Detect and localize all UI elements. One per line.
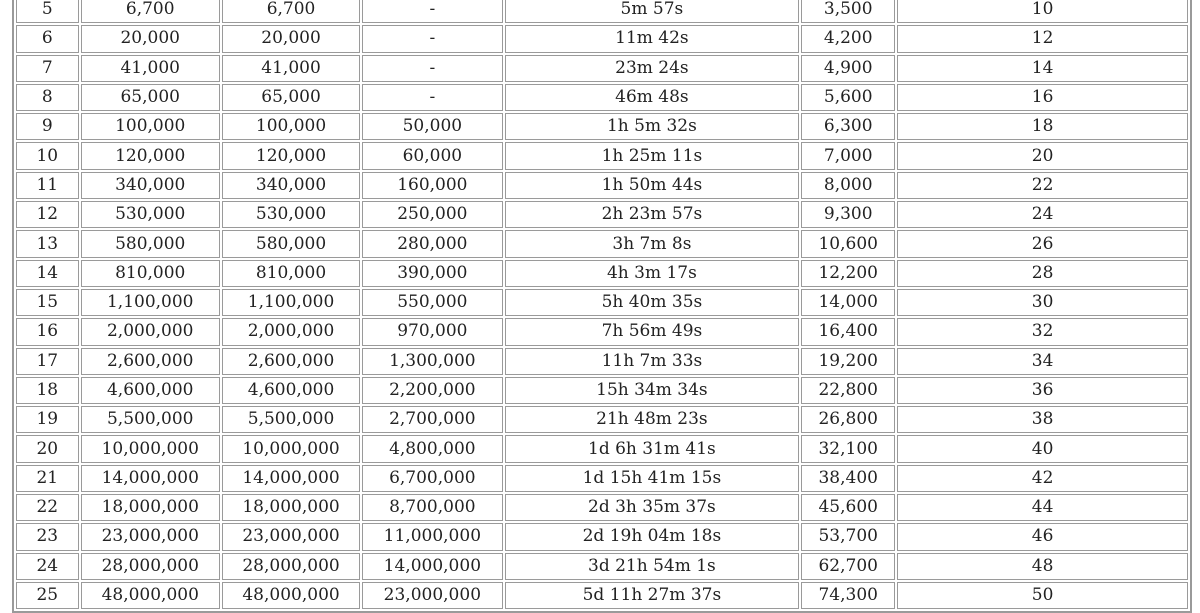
cost-a-cell: 580,000	[81, 230, 220, 257]
number-cell: 18	[897, 113, 1188, 140]
table-row	[16, 553, 1188, 580]
number-cell: 34	[897, 348, 1188, 375]
cost-b-cell: 18,000,000	[222, 494, 360, 521]
cost-a-cell: 4,600,000	[81, 377, 220, 404]
cost-b-cell: 28,000,000	[222, 553, 360, 580]
level-cell: 24	[16, 553, 79, 580]
level-cell: 25	[16, 582, 79, 609]
cost-a-cell: 28,000,000	[81, 553, 220, 580]
cost-c-cell: -	[362, 25, 502, 52]
cost-a-cell: 1,100,000	[81, 289, 220, 316]
cost-a-cell: 6,700	[81, 0, 220, 23]
cost-b-cell: 41,000	[222, 55, 360, 82]
level-cell: 21	[16, 465, 79, 492]
number-cell: 20	[897, 142, 1188, 169]
time-cell: 1h 50m 44s	[505, 172, 800, 199]
cost-a-cell: 120,000	[81, 142, 220, 169]
cost-c-cell: 2,700,000	[362, 406, 502, 433]
level-cell: 14	[16, 260, 79, 287]
time-cell: 1h 5m 32s	[505, 113, 800, 140]
cost-c-cell: 250,000	[362, 201, 502, 228]
table-row	[16, 435, 1188, 462]
cost-c-cell: 60,000	[362, 142, 502, 169]
cost-a-cell: 65,000	[81, 84, 220, 111]
cost-c-cell: -	[362, 0, 502, 23]
value-cell: 4,200	[801, 25, 895, 52]
cost-b-cell: 14,000,000	[222, 465, 360, 492]
cost-b-cell: 530,000	[222, 201, 360, 228]
cost-b-cell: 340,000	[222, 172, 360, 199]
table-row	[16, 289, 1188, 316]
cost-b-cell: 10,000,000	[222, 435, 360, 462]
table-body	[16, 0, 1188, 609]
number-cell: 30	[897, 289, 1188, 316]
cost-c-cell: -	[362, 84, 502, 111]
time-cell: 1h 25m 11s	[505, 142, 800, 169]
table-row	[16, 0, 1188, 23]
upgrade-table	[12, 0, 1192, 613]
number-cell: 36	[897, 377, 1188, 404]
level-cell: 15	[16, 289, 79, 316]
value-cell: 5,600	[801, 84, 895, 111]
cost-a-cell: 18,000,000	[81, 494, 220, 521]
number-cell: 48	[897, 553, 1188, 580]
level-cell: 22	[16, 494, 79, 521]
table-row	[16, 172, 1188, 199]
number-cell: 42	[897, 465, 1188, 492]
cost-a-cell: 2,000,000	[81, 318, 220, 345]
number-cell: 28	[897, 260, 1188, 287]
value-cell: 8,000	[801, 172, 895, 199]
time-cell: 11h 7m 33s	[505, 348, 800, 375]
time-cell: 2d 19h 04m 18s	[505, 523, 800, 550]
cost-c-cell: 4,800,000	[362, 435, 502, 462]
table-row	[16, 84, 1188, 111]
value-cell: 7,000	[801, 142, 895, 169]
cost-c-cell: 390,000	[362, 260, 502, 287]
time-cell: 2h 23m 57s	[505, 201, 800, 228]
cost-b-cell: 65,000	[222, 84, 360, 111]
cost-b-cell: 2,000,000	[222, 318, 360, 345]
number-cell: 38	[897, 406, 1188, 433]
cost-c-cell: 14,000,000	[362, 553, 502, 580]
level-cell: 11	[16, 172, 79, 199]
value-cell: 32,100	[801, 435, 895, 462]
table-row	[16, 142, 1188, 169]
time-cell: 1d 6h 31m 41s	[505, 435, 800, 462]
cost-a-cell: 23,000,000	[81, 523, 220, 550]
table-row	[16, 55, 1188, 82]
cost-b-cell: 2,600,000	[222, 348, 360, 375]
cost-a-cell: 14,000,000	[81, 465, 220, 492]
cost-c-cell: 970,000	[362, 318, 502, 345]
cost-c-cell: 23,000,000	[362, 582, 502, 609]
cost-b-cell: 4,600,000	[222, 377, 360, 404]
time-cell: 3d 21h 54m 1s	[505, 553, 800, 580]
number-cell: 46	[897, 523, 1188, 550]
upgrade-table-container	[12, 0, 1192, 613]
value-cell: 4,900	[801, 55, 895, 82]
value-cell: 53,700	[801, 523, 895, 550]
number-cell: 24	[897, 201, 1188, 228]
cost-c-cell: 50,000	[362, 113, 502, 140]
level-cell: 7	[16, 55, 79, 82]
number-cell: 10	[897, 0, 1188, 23]
time-cell: 5m 57s	[505, 0, 800, 23]
cost-b-cell: 23,000,000	[222, 523, 360, 550]
value-cell: 14,000	[801, 289, 895, 316]
cost-c-cell: 160,000	[362, 172, 502, 199]
time-cell: 1d 15h 41m 15s	[505, 465, 800, 492]
table-row	[16, 523, 1188, 550]
time-cell: 5h 40m 35s	[505, 289, 800, 316]
level-cell: 5	[16, 0, 79, 23]
value-cell: 19,200	[801, 348, 895, 375]
cost-b-cell: 810,000	[222, 260, 360, 287]
table-row	[16, 494, 1188, 521]
value-cell: 45,600	[801, 494, 895, 521]
number-cell: 44	[897, 494, 1188, 521]
value-cell: 6,300	[801, 113, 895, 140]
number-cell: 40	[897, 435, 1188, 462]
table-row	[16, 377, 1188, 404]
level-cell: 18	[16, 377, 79, 404]
cost-c-cell: 280,000	[362, 230, 502, 257]
cost-c-cell: -	[362, 55, 502, 82]
time-cell: 11m 42s	[505, 25, 800, 52]
value-cell: 9,300	[801, 201, 895, 228]
cost-a-cell: 340,000	[81, 172, 220, 199]
value-cell: 16,400	[801, 318, 895, 345]
table-row	[16, 318, 1188, 345]
value-cell: 62,700	[801, 553, 895, 580]
table-row	[16, 230, 1188, 257]
value-cell: 38,400	[801, 465, 895, 492]
cost-b-cell: 100,000	[222, 113, 360, 140]
level-cell: 19	[16, 406, 79, 433]
cost-a-cell: 10,000,000	[81, 435, 220, 462]
number-cell: 12	[897, 25, 1188, 52]
cost-c-cell: 8,700,000	[362, 494, 502, 521]
cost-c-cell: 1,300,000	[362, 348, 502, 375]
value-cell: 3,500	[801, 0, 895, 23]
level-cell: 16	[16, 318, 79, 345]
value-cell: 74,300	[801, 582, 895, 609]
cost-a-cell: 530,000	[81, 201, 220, 228]
level-cell: 13	[16, 230, 79, 257]
cost-a-cell: 20,000	[81, 25, 220, 52]
level-cell: 6	[16, 25, 79, 52]
number-cell: 50	[897, 582, 1188, 609]
table-row	[16, 113, 1188, 140]
cost-a-cell: 2,600,000	[81, 348, 220, 375]
table-row	[16, 348, 1188, 375]
cost-b-cell: 6,700	[222, 0, 360, 23]
time-cell: 7h 56m 49s	[505, 318, 800, 345]
number-cell: 26	[897, 230, 1188, 257]
number-cell: 22	[897, 172, 1188, 199]
level-cell: 12	[16, 201, 79, 228]
number-cell: 14	[897, 55, 1188, 82]
cost-b-cell: 580,000	[222, 230, 360, 257]
cost-b-cell: 1,100,000	[222, 289, 360, 316]
number-cell: 32	[897, 318, 1188, 345]
cost-a-cell: 810,000	[81, 260, 220, 287]
time-cell: 4h 3m 17s	[505, 260, 800, 287]
number-cell: 16	[897, 84, 1188, 111]
cost-b-cell: 5,500,000	[222, 406, 360, 433]
table-row	[16, 465, 1188, 492]
table-row	[16, 582, 1188, 609]
time-cell: 15h 34m 34s	[505, 377, 800, 404]
cost-b-cell: 20,000	[222, 25, 360, 52]
cost-b-cell: 120,000	[222, 142, 360, 169]
cost-c-cell: 550,000	[362, 289, 502, 316]
cost-c-cell: 2,200,000	[362, 377, 502, 404]
time-cell: 5d 11h 27m 37s	[505, 582, 800, 609]
time-cell: 23m 24s	[505, 55, 800, 82]
cost-a-cell: 5,500,000	[81, 406, 220, 433]
level-cell: 8	[16, 84, 79, 111]
level-cell: 17	[16, 348, 79, 375]
table-row	[16, 406, 1188, 433]
table-row	[16, 201, 1188, 228]
value-cell: 22,800	[801, 377, 895, 404]
cost-b-cell: 48,000,000	[222, 582, 360, 609]
value-cell: 10,600	[801, 230, 895, 257]
cost-a-cell: 100,000	[81, 113, 220, 140]
level-cell: 20	[16, 435, 79, 462]
value-cell: 12,200	[801, 260, 895, 287]
cost-c-cell: 11,000,000	[362, 523, 502, 550]
value-cell: 26,800	[801, 406, 895, 433]
time-cell: 3h 7m 8s	[505, 230, 800, 257]
level-cell: 10	[16, 142, 79, 169]
time-cell: 2d 3h 35m 37s	[505, 494, 800, 521]
time-cell: 21h 48m 23s	[505, 406, 800, 433]
cost-a-cell: 41,000	[81, 55, 220, 82]
cost-c-cell: 6,700,000	[362, 465, 502, 492]
level-cell: 9	[16, 113, 79, 140]
level-cell: 23	[16, 523, 79, 550]
cost-a-cell: 48,000,000	[81, 582, 220, 609]
table-row	[16, 25, 1188, 52]
time-cell: 46m 48s	[505, 84, 800, 111]
table-row	[16, 260, 1188, 287]
